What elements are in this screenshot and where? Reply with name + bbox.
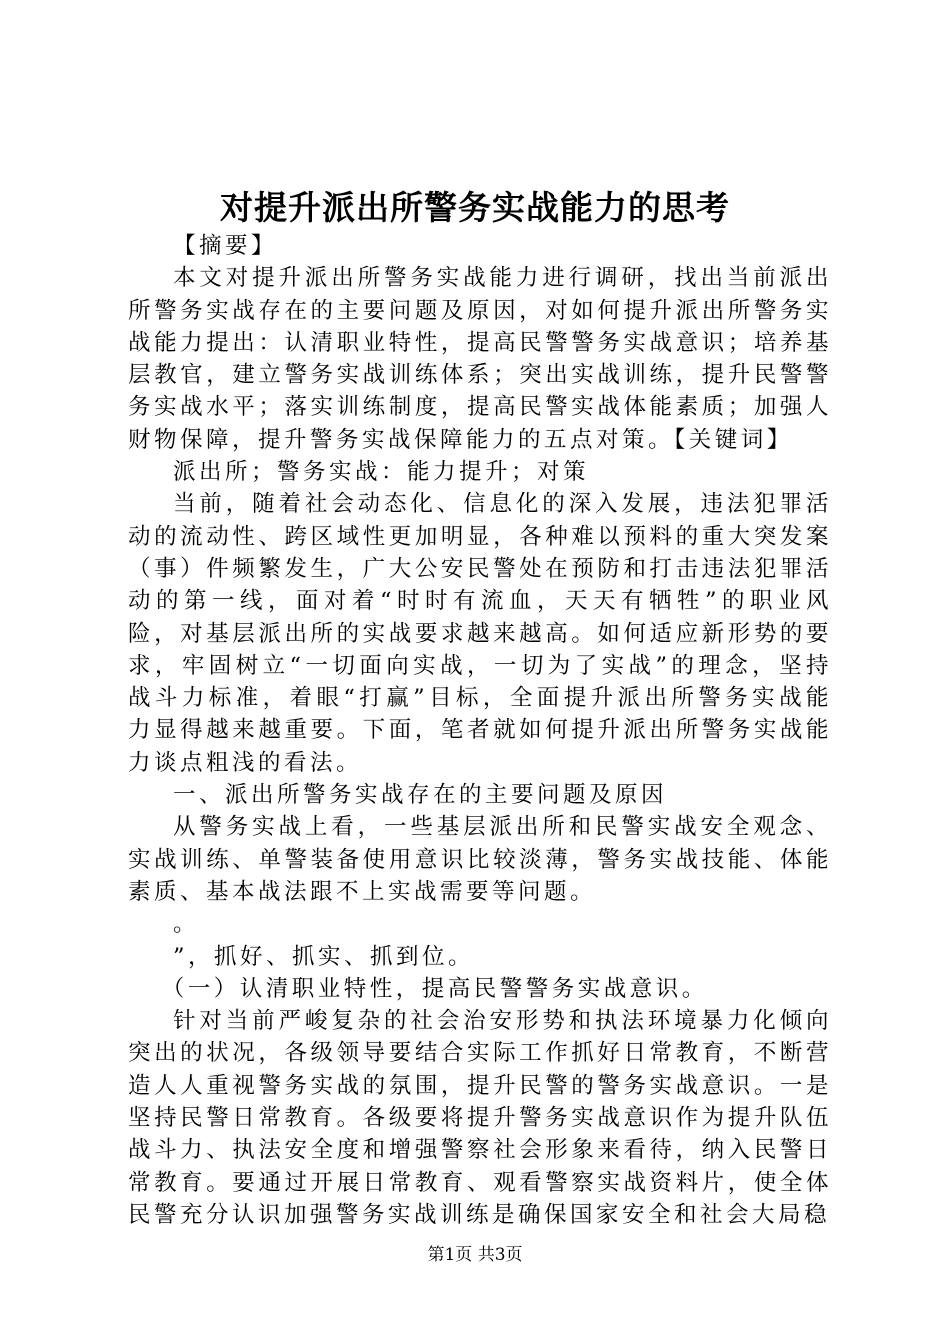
page-indicator: 第1页 共3页 [427,1245,523,1265]
document-title: 对提升派出所警务实战能力的思考 [220,188,730,227]
subsection-1-paragraph: 针对当前严峻复杂的社会治安形势和执法环境暴力化倾向突出的状况，各级领导要结合实际工作抓好日常教育，不断营造人人重视警务实战的氛围，提升民警的警务实战意识。一是坚持民警日常教育。各级要将提升警务实战意识作为提升队伍战斗力、执法安全度和增强警察社会形象来看待，纳入民警日常教育。要通过开展日常教育、观看警察实战资料片，使全体民警充分认识加强警务实战训练是确保国家安全和社会大局稳 [128,1008,832,1228]
intro-paragraph: 当前，随着社会动态化、信息化的深入发展，违法犯罪活动的流动性、跨区域性更加明显，各种难以预料的重大突发案（事）件频繁发生，广大公安民警处在预防和打击违法犯罪活动的第一线，面对着“时时有流血，天天有牺牲”的职业风险，对基层派出所的实战要求越来越高。如何适应新形势的要求，牢固树立“一切面向实战，一切为了实战”的理念，坚持战斗力标准，着眼“打赢”目标，全面提升派出所警务实战能力显得越来越重要。下面，笔者就如何提升派出所警务实战能力谈点粗浅的看法。 [128,491,832,776]
fragment-period: 。 [173,911,200,938]
abstract-heading: 【摘要】 [173,233,278,259]
document-body [128,230,832,1231]
keywords-text: 派出所；警务实战：能力提升；对策 [173,459,590,486]
section-heading-1: 一、派出所警务实战存在的主要问题及原因 [173,782,668,809]
fragment-grasp: ”，抓好、抓实、抓到位。 [173,943,475,970]
subsection-heading-1: （一）认清职业特性，提高民警警务实战意识。 [161,975,708,1002]
abstract-text: 本文对提升派出所警务实战能力进行调研，找出当前派出所警务实战存在的主要问题及原因，对如何提升派出所警务实战能力提出：认清职业特性，提高民警警务实战意识；培养基层教官，建立警务实战训练体系；突出实战训练，提升民警警务实战水平；落实训练制度，提高民警实战体能素质；加强人财物保障，提升警务实战保障能力的五点对策。【关键词】 [128,265,832,453]
section-1-paragraph: 从警务实战上看，一些基层派出所和民警实战安全观念、实战训练、单警装备使用意识比较淡薄，警务实战技能、体能素质、基本战法跟不上实战需要等问题。 [128,814,832,905]
